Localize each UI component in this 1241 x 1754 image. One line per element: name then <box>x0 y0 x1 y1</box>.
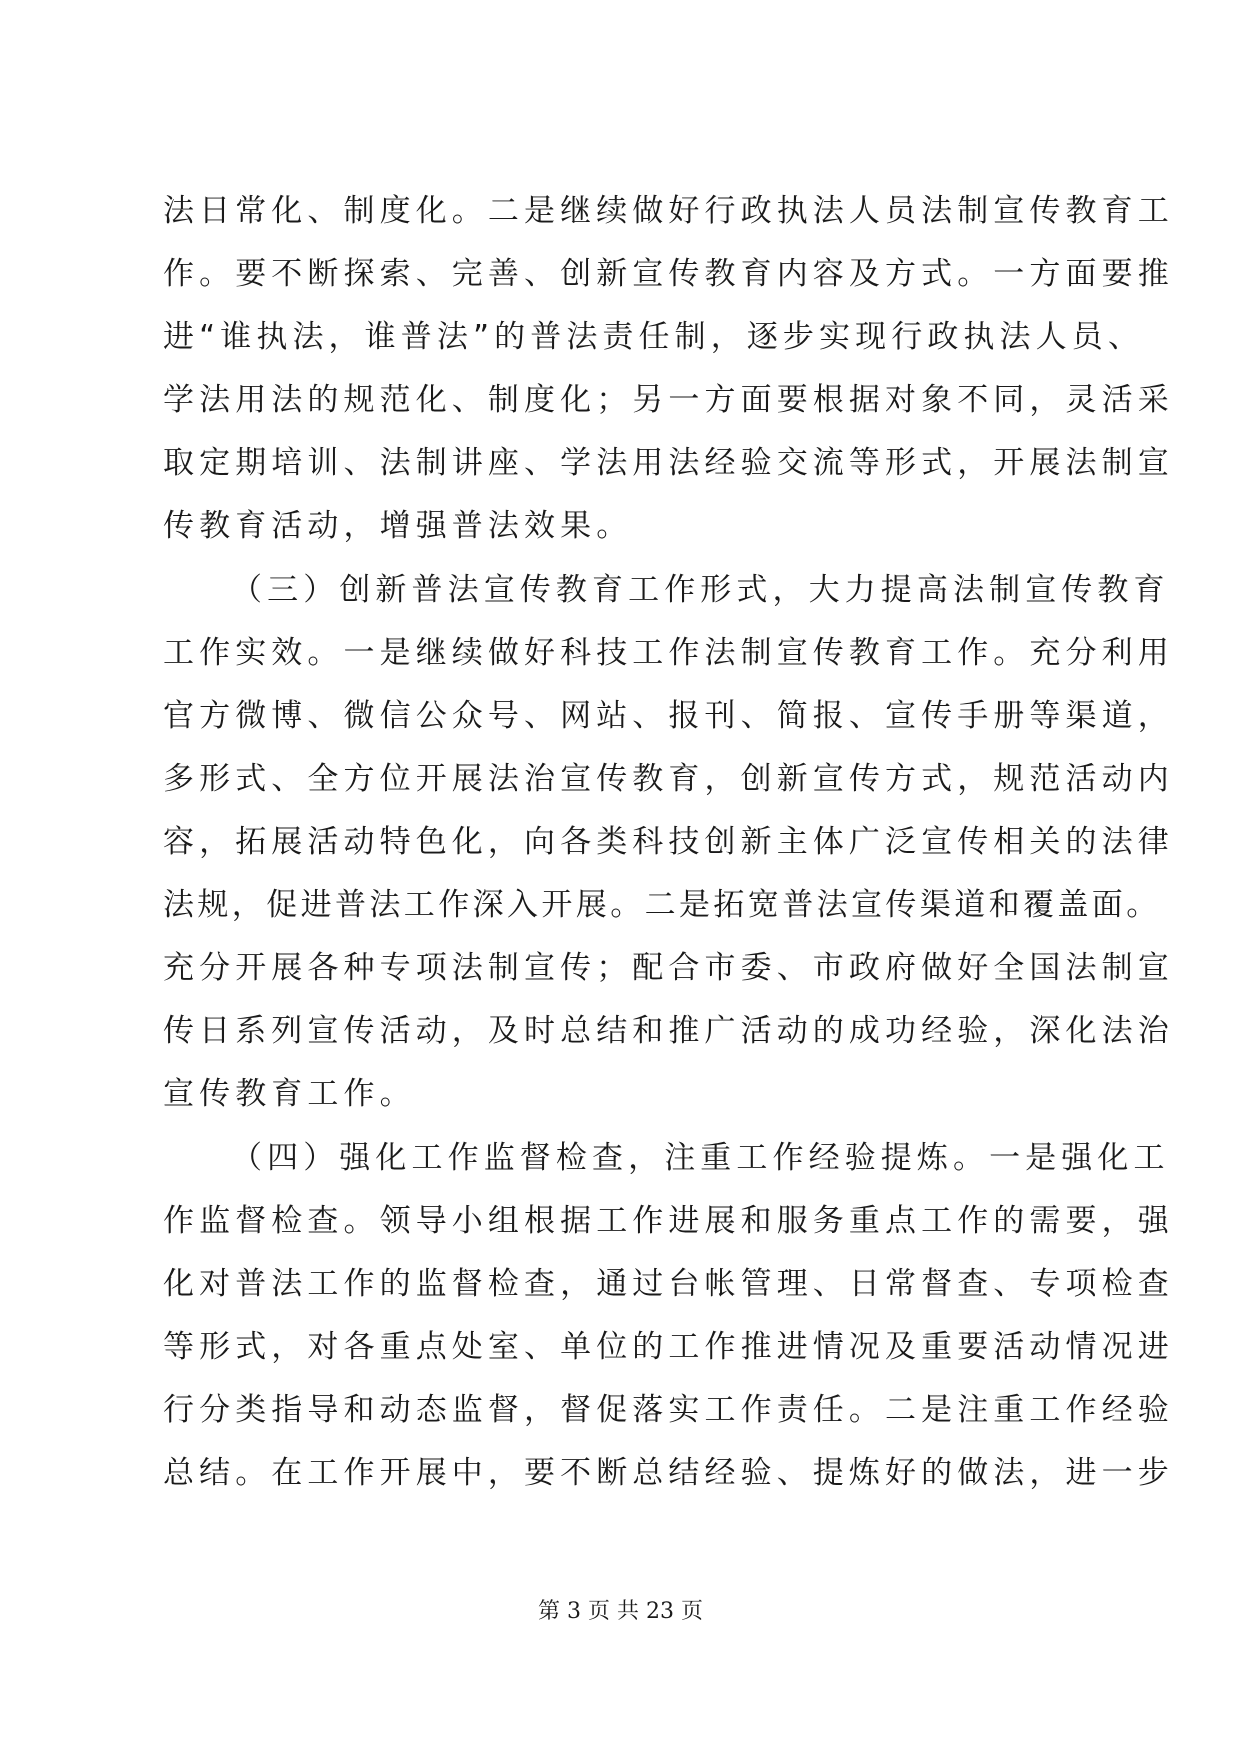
text-line: 宣传教育工作。 <box>163 1076 416 1112</box>
text-line: 作监督检查。领导小组根据工作进展和服务重点工作的需要，强 <box>163 1203 1174 1239</box>
text-line: 化对普法工作的监督检查，通过台帐管理、日常督查、专项检查 <box>163 1266 1174 1302</box>
text-line: 容，拓展活动特色化，向各类科技创新主体广泛宣传相关的法律 <box>163 824 1174 860</box>
section-heading-line: （四）强化工作监督检查，注重工作经验提炼。一是强化工 <box>231 1140 1170 1176</box>
text-line: 传日系列宣传活动，及时总结和推广活动的成功经验，深化法治 <box>163 1013 1174 1049</box>
text-line: 多形式、全方位开展法治宣传教育，创新宣传方式，规范活动内 <box>163 761 1174 797</box>
text-line: 取定期培训、法制讲座、学法用法经验交流等形式，开展法制宣 <box>163 445 1174 481</box>
text-line: 等形式，对各重点处室、单位的工作推进情况及重要活动情况进 <box>163 1329 1174 1365</box>
text-line: 行分类指导和动态监督，督促落实工作责任。二是注重工作经验 <box>163 1392 1174 1428</box>
text-line: 作。要不断探索、完善、创新宣传教育内容及方式。一方面要推 <box>163 256 1174 292</box>
text-line: 工作实效。一是继续做好科技工作法制宣传教育工作。充分利用 <box>163 635 1174 671</box>
text-line: 传教育活动，增强普法效果。 <box>163 508 633 544</box>
text-line: 法规，促进普法工作深入开展。二是拓宽普法宣传渠道和覆盖面。 <box>163 887 1161 923</box>
text-line: 进“谁执法，谁普法”的普法责任制，逐步实现行政执法人员、 <box>163 319 1144 355</box>
text-line: 充分开展各种专项法制宣传；配合市委、市政府做好全国法制宣 <box>163 950 1174 986</box>
page-number-footer: 第 3 页 共 23 页 <box>538 1599 703 1624</box>
section-heading-line: （三）创新普法宣传教育工作形式，大力提高法制宣传教育 <box>231 572 1170 608</box>
text-line: 学法用法的规范化、制度化；另一方面要根据对象不同，灵活采 <box>163 382 1174 418</box>
text-line: 官方微博、微信公众号、网站、报刊、简报、宣传手册等渠道， <box>163 698 1174 734</box>
text-line: 总结。在工作开展中，要不断总结经验、提炼好的做法，进一步 <box>163 1455 1174 1491</box>
text-line: 法日常化、制度化。二是继续做好行政执法人员法制宣传教育工 <box>163 193 1174 229</box>
